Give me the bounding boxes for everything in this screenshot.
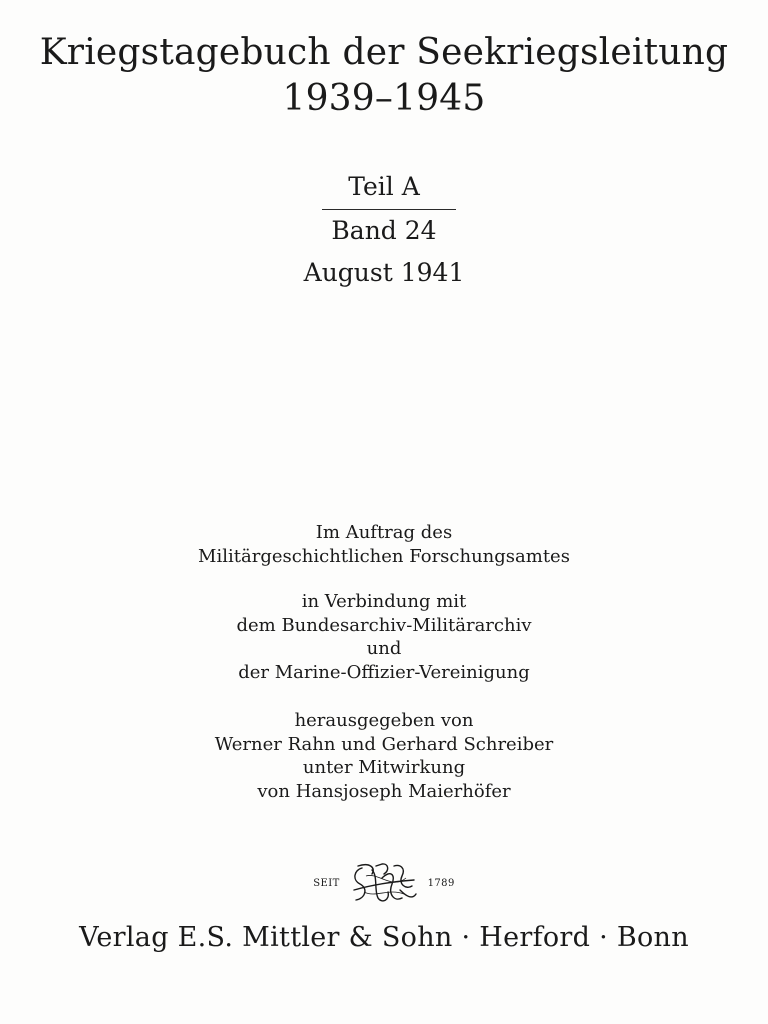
credit-line: Im Auftrag des [315,522,453,543]
credit-block-cooperation [0,590,768,684]
logo-since-label: SEIT [313,877,340,889]
publisher-imprint: Verlag E.S. Mittler & Sohn · Herford · Bonn [79,922,689,953]
part-divider-rule [322,209,456,210]
credit-line: dem Bundesarchiv-Militärarchiv [236,614,532,636]
book-title-years: 1939–1945 [282,78,486,119]
credit-line: herausgegeben von [294,710,474,731]
volume-date: August 1941 [303,258,465,287]
volume-label: Band 24 [331,216,437,245]
credit-line: und [366,638,402,659]
part-label: Teil A [348,172,420,201]
publisher-monogram-icon [348,860,420,906]
credit-line: in Verbindung mit [301,591,467,612]
logo-year-label: 1789 [427,877,455,889]
credit-block-editors [0,709,768,803]
credit-line: Werner Rahn und Gerhard Schreiber [214,733,554,755]
publisher-logo [0,858,768,908]
credit-line: der Marine-Offizier-Vereinigung [238,661,530,683]
book-title-line-1: Kriegstagebuch der Seekriegsleitung [39,32,729,73]
credit-line: von Hansjoseph Maierhöfer [257,780,511,802]
credit-line: unter Mitwirkung [302,757,466,778]
credit-line: Militärgeschichtlichen Forschungsamtes [198,545,570,567]
credit-block-commission [0,521,768,568]
